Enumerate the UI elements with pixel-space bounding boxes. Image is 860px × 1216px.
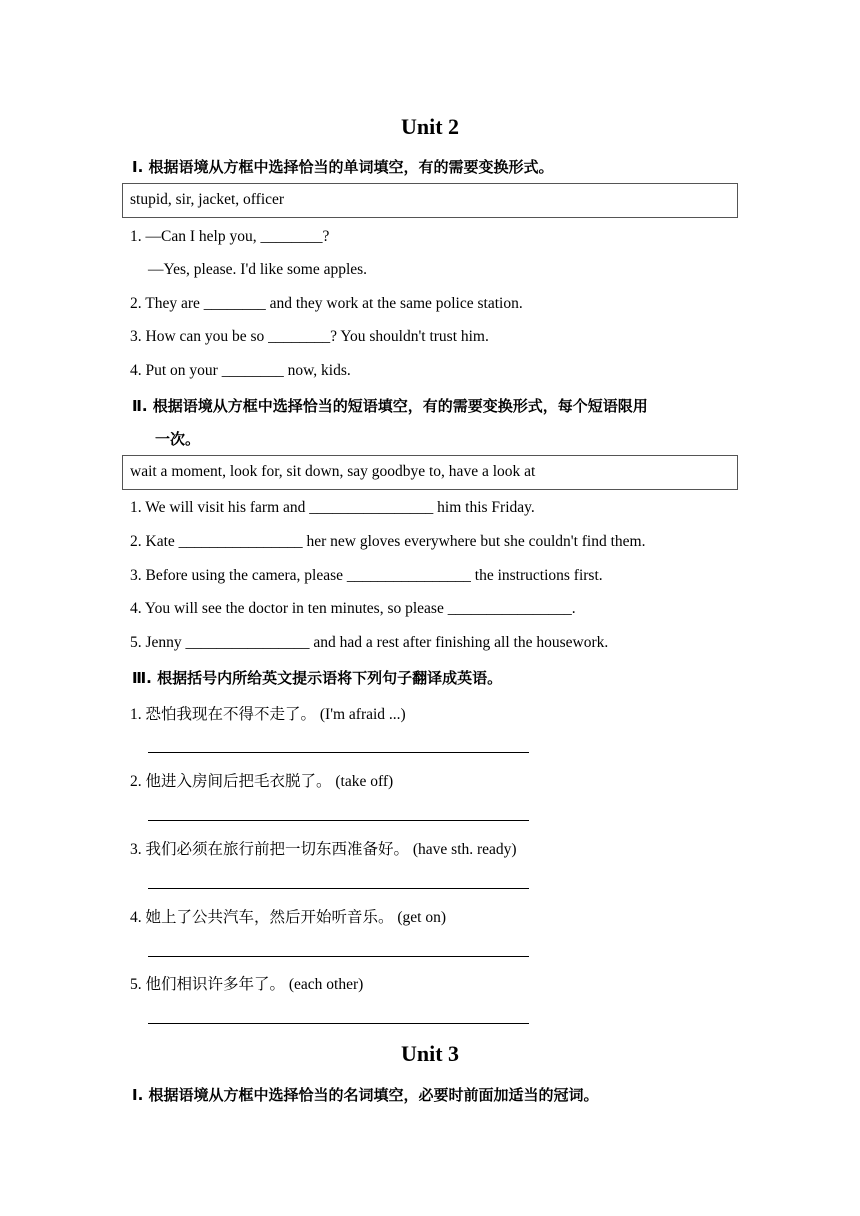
unit2-s2-item-3: 3. Before using the camera, please ________________ the instructions first.: [130, 567, 603, 584]
unit2-s2-item-4: 4. You will see the doctor in ten minutes, so please ________________.: [130, 600, 576, 617]
unit2-s2-item-2: 2. Kate ________________ her new gloves everywhere but she couldn't find them.: [130, 533, 646, 550]
unit2-s3-item-1: 1. 恐怕我现在不得不走了。 (I'm afraid ...): [130, 706, 406, 723]
unit2-s3-item-4: 4. 她上了公共汽车，然后开始听音乐。 (get on): [130, 909, 447, 926]
unit2-section1-heading: Ⅰ. 根据语境从方框中选择恰当的单词填空，有的需要变换形式。: [132, 158, 554, 176]
unit2-s3-item-3: 3. 我们必须在旅行前把一切东西准备好。 (have sth. ready): [130, 841, 517, 858]
unit2-section2-phrase-box-text: wait a moment, look for, sit down, say goodbye to, have a look at: [130, 463, 536, 480]
unit2-s1-item-2: 2. They are ________ and they work at the same police station.: [130, 295, 523, 312]
answer-line-3: [148, 888, 529, 889]
unit2-section2-heading-line1: Ⅱ. 根据语境从方框中选择恰当的短语填空，有的需要变换形式，每个短语限用: [132, 397, 648, 415]
unit2-s2-item-5: 5. Jenny ________________ and had a rest after finishing all the housework.: [130, 634, 609, 651]
answer-line-5: [148, 1023, 529, 1024]
unit3-title: Unit 3: [400, 1041, 460, 1066]
unit2-section1-word-box: [122, 183, 738, 218]
unit2-section2-phrase-box: [122, 455, 738, 490]
unit2-s1-item-1-reply: —Yes, please. I'd like some apples.: [148, 261, 368, 278]
unit2-section1-word-box-text: stupid, sir, jacket, officer: [130, 191, 285, 208]
unit2-section2-heading-line2: 一次。: [155, 430, 201, 448]
unit2-title: Unit 2: [400, 114, 460, 139]
answer-line-2: [148, 820, 529, 821]
unit2-section3-heading: Ⅲ. 根据括号内所给英文提示语将下列句子翻译成英语。: [132, 669, 503, 687]
unit2-s2-item-1: 1. We will visit his farm and ________________ him this Friday.: [130, 499, 535, 516]
unit3-section1-heading: Ⅰ. 根据语境从方框中选择恰当的名词填空，必要时前面加适当的冠词。: [132, 1086, 599, 1104]
unit2-s3-item-2: 2. 他进入房间后把毛衣脱了。 (take off): [130, 773, 394, 790]
unit2-s1-item-1: 1. —Can I help you, ________?: [130, 228, 330, 245]
unit2-s1-item-3: 3. How can you be so ________? You shouldn't trust him.: [130, 328, 489, 345]
answer-line-1: [148, 752, 529, 753]
answer-line-4: [148, 956, 529, 957]
unit2-s1-item-4: 4. Put on your ________ now, kids.: [130, 362, 351, 379]
unit2-s3-item-5: 5. 他们相识许多年了。 (each other): [130, 976, 364, 993]
